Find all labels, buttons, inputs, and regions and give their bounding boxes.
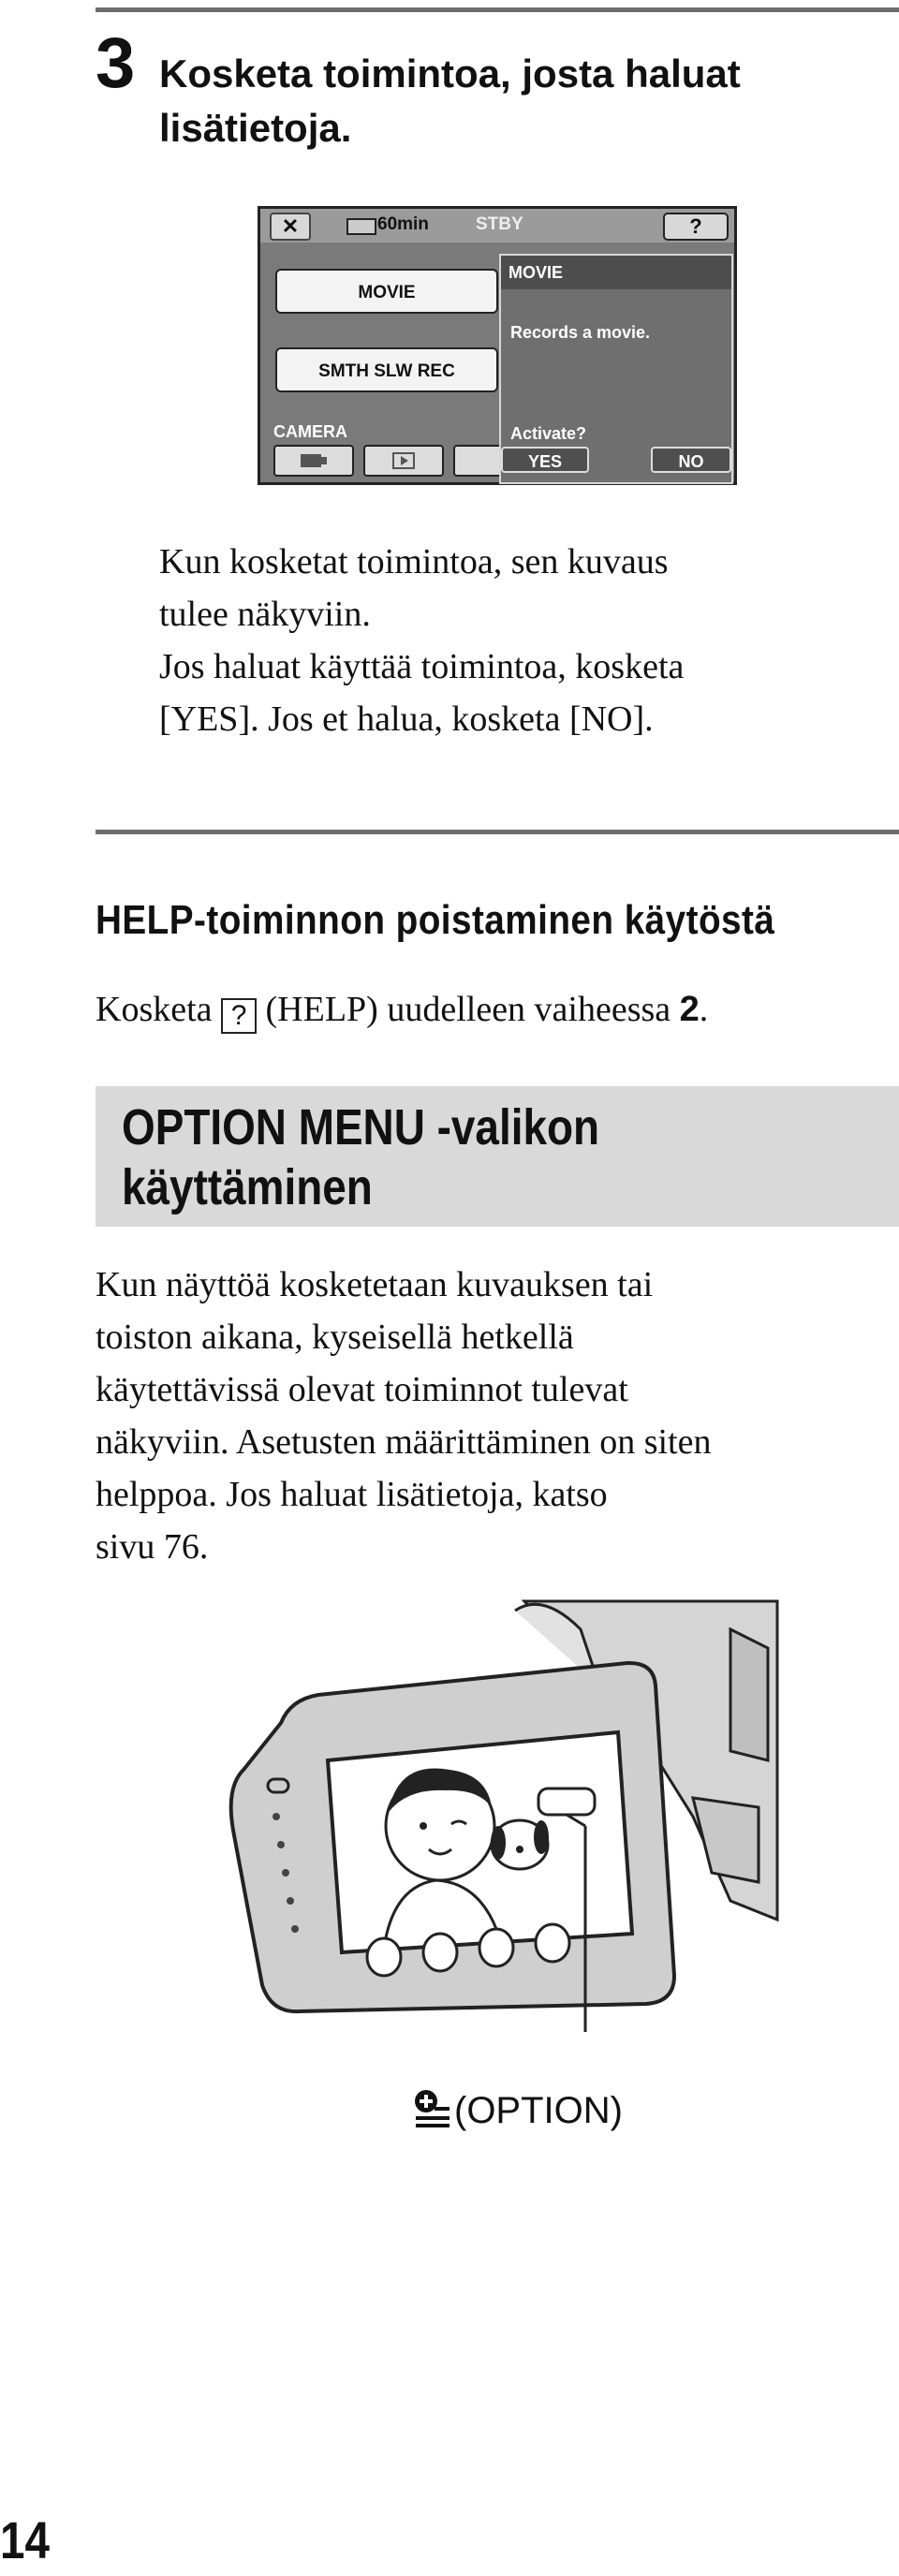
lcd-screen xyxy=(258,206,737,485)
step-reference: 2 xyxy=(679,990,700,1029)
popup-description: Records a movie. xyxy=(510,323,651,342)
option-callout-label: (OPTION) xyxy=(454,2090,623,2131)
battery-time: 60min xyxy=(377,214,429,234)
top-rule xyxy=(96,7,899,12)
help-section-text xyxy=(96,983,708,1036)
paragraph-line: Kun näyttöä kosketetaan kuvauksen tai xyxy=(96,1265,654,1304)
step-title-line1: Kosketa toimintoa, josta haluat xyxy=(159,52,741,96)
status-text: STBY xyxy=(476,214,523,234)
page-number: 14 xyxy=(0,2510,50,2569)
explanation-line: Kun kosketat toimintoa, sen kuvaus xyxy=(159,542,669,581)
close-button[interactable]: ✕ xyxy=(270,213,311,241)
explanation-line: Jos haluat käyttää toimintoa, kosketa xyxy=(159,647,685,686)
paragraph-line: helppoa. Jos haluat lisätietoja, katso xyxy=(96,1475,608,1514)
movie-button[interactable]: MOVIE xyxy=(275,269,498,314)
smooth-slow-rec-button[interactable]: SMTH SLW REC xyxy=(275,347,498,392)
battery-icon xyxy=(346,218,376,235)
camcorder-illustration xyxy=(206,1592,796,2032)
yes-button[interactable]: YES xyxy=(501,447,589,473)
paragraph-line: toiston aikana, kyseisellä hetkellä xyxy=(96,1317,574,1357)
lcd-top-bar xyxy=(260,209,734,243)
help-icon: ? xyxy=(221,998,257,1034)
help-popup xyxy=(499,254,733,484)
explanation-text xyxy=(159,536,684,745)
step-number: 3 xyxy=(96,23,136,103)
step-title-line2: lisätietoja. xyxy=(159,106,352,150)
option-heading-line2: käyttäminen xyxy=(122,1159,373,1215)
help-text-period: . xyxy=(699,990,709,1029)
camera-mode-icon[interactable] xyxy=(273,445,354,477)
step-title xyxy=(159,47,871,155)
no-button[interactable]: NO xyxy=(651,447,731,473)
option-heading-line1: OPTION MENU -valikon xyxy=(122,1099,600,1156)
explanation-line: tulee näkyviin. xyxy=(159,595,371,634)
help-text-after: (HELP) uudelleen vaiheessa xyxy=(265,990,671,1029)
help-button[interactable]: ? xyxy=(663,213,729,241)
help-text-before: Kosketa xyxy=(96,990,213,1029)
section-rule xyxy=(96,830,899,834)
playback-icon[interactable] xyxy=(363,445,444,477)
option-section-heading xyxy=(122,1097,599,1217)
option-paragraph xyxy=(96,1259,712,1573)
paragraph-line: sivu 76. xyxy=(96,1527,209,1567)
option-icon xyxy=(412,2086,451,2129)
popup-prompt: Activate? xyxy=(510,424,587,443)
paragraph-line: näkyviin. Asetusten määrittäminen on siten xyxy=(96,1422,712,1462)
popup-title: MOVIE xyxy=(501,256,731,289)
paragraph-line: käytettävissä olevat toiminnot tulevat xyxy=(96,1370,628,1409)
mode-label: CAMERA xyxy=(273,422,347,441)
help-section-heading: HELP-toiminnon poistaminen käytöstä xyxy=(96,897,775,943)
explanation-line: [YES]. Jos et halua, kosketa [NO]. xyxy=(159,699,654,739)
